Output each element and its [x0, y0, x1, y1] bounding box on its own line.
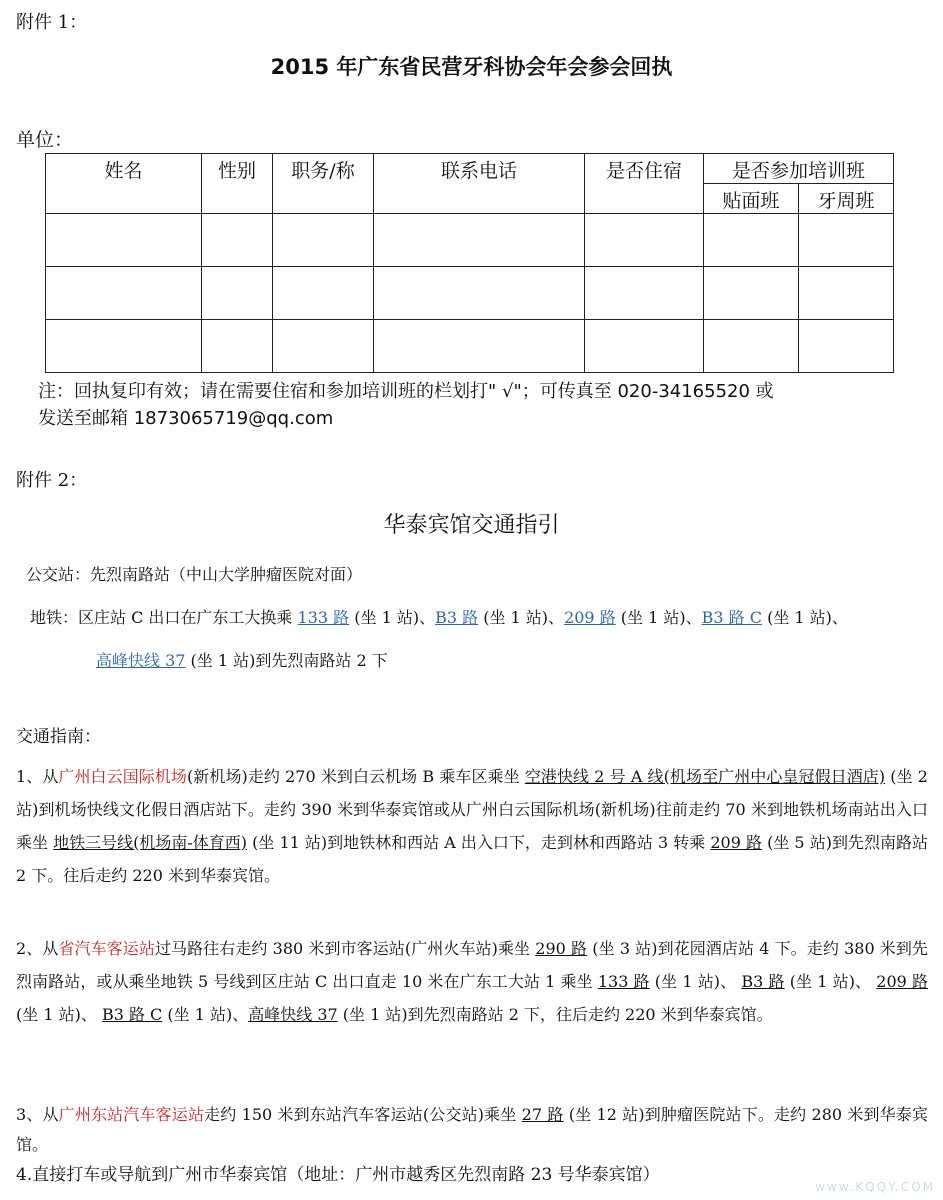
header-training: 是否参加培训班: [704, 154, 894, 184]
para-text: (坐 2 站)到机场快线文化假日酒店站下。走约 390 米到华泰宾馆或从广州白云国际机场(新机场)往前走约 70 米到地铁机场南站出入口乘坐: [16, 767, 928, 852]
para-text: (坐 12 站)到肿瘤医院站下。走约 280 米到华泰宾馆。: [16, 1105, 928, 1154]
bus-stop-line: 公交站：先烈南路站（中山大学肿瘤医院对面）: [26, 565, 363, 584]
header-gender: 性别: [202, 154, 273, 214]
cell-periodontal[interactable]: [799, 320, 894, 373]
header-name: 姓名: [46, 154, 202, 214]
receipt-title: 2015 年广东省民营牙科协会年会参会回执: [270, 55, 673, 79]
cell-periodontal[interactable]: [799, 267, 894, 320]
guide-paragraph-3: [16, 1100, 928, 1160]
route-209: 209 路: [876, 972, 928, 991]
cell-phone[interactable]: [374, 267, 585, 320]
para-text: 3、从: [16, 1105, 59, 1124]
cell-phone[interactable]: [374, 214, 585, 267]
cell-gender[interactable]: [202, 267, 273, 320]
cell-gender[interactable]: [202, 320, 273, 373]
table-row: [46, 214, 894, 267]
metro-text: (坐 1 站)、: [615, 608, 702, 627]
route-b3c: B3 路 C: [101, 1005, 163, 1024]
cell-title[interactable]: [273, 267, 374, 320]
metro-line-continued: [96, 648, 388, 671]
cell-name[interactable]: [46, 267, 202, 320]
place-east-station: 广州东站汽车客运站: [58, 1105, 205, 1124]
para-text: 走约 150 米到东站汽车客运站(公交站)乘坐: [204, 1105, 522, 1124]
metro-text: (坐 1 站)、: [478, 608, 565, 627]
para-text: (坐 3 站)到花园酒店站 4 下。走约 380 米到先烈南路站，或从乘坐地铁 5 号线到区庄站 C 出口直走 10 米在广东工大站 1 乘坐: [16, 939, 928, 991]
attachment1-label: 附件 1：: [16, 12, 88, 33]
table-row: [46, 320, 894, 373]
route-airport-express: 空港快线 2 号 A 线(机场至广州中心皇冠假日酒店): [524, 767, 886, 786]
header-lodging: 是否住宿: [585, 154, 704, 214]
header-phone: 联系电话: [374, 154, 585, 214]
para-text: 1、从: [16, 767, 59, 786]
para-text: (新机场)走约 270 米到白云机场 B 乘车区乘坐: [186, 767, 525, 786]
route-b3c-link[interactable]: B3 路 C: [701, 608, 762, 627]
para-text: (坐 1 站)、: [162, 1005, 249, 1024]
metro-text: (坐 1 站)、: [349, 608, 436, 627]
para-text: (坐 1 站)、: [649, 972, 742, 991]
route-209: 209 路: [710, 833, 762, 852]
cell-gender[interactable]: [202, 214, 273, 267]
route-290: 290 路: [535, 939, 588, 958]
cell-title[interactable]: [273, 320, 374, 373]
guide-paragraph-4: 4.直接打车或导航到广州市华泰宾馆（地址：广州市越秀区先烈南路 23 号华泰宾馆）: [16, 1165, 660, 1185]
cell-lodging[interactable]: [585, 267, 704, 320]
para-text: (坐 1 站)、: [784, 972, 877, 991]
note-line-1: 注：回执复印有效；请在需要住宿和参加培训班的栏划打" √"；可传真至 020-34165520 或: [38, 381, 774, 402]
cell-title[interactable]: [273, 214, 374, 267]
subheader-periodontal: 牙周班: [799, 184, 894, 214]
route-b3-link[interactable]: B3 路: [435, 608, 479, 627]
metro-line: [30, 605, 848, 628]
para-text: (坐 11 站)到地铁林和西站 A 出入口下，走到林和西路站 3 转乘: [247, 833, 711, 852]
note-line-2: 发送至邮箱 1873065719@qq.com: [38, 408, 334, 429]
metro-prefix: 地铁：区庄站 C 出口在广东工大换乘: [30, 608, 298, 627]
route-b3: B3 路: [741, 972, 785, 991]
para-text: 2、从: [16, 939, 59, 958]
registration-table: [45, 153, 894, 373]
cell-veneer[interactable]: [704, 320, 799, 373]
guide-paragraph-2: [16, 932, 928, 1031]
guide-section-label: 交通指南：: [16, 727, 101, 747]
place-baiyun-airport: 广州白云国际机场: [58, 767, 187, 786]
metro-text: (坐 1 站)、: [762, 608, 848, 627]
cell-name[interactable]: [46, 320, 202, 373]
para-text: (坐 5 站)到先烈南路站 2 下。往后走约 220 米到华泰宾馆。: [16, 833, 928, 885]
para-text: (坐 1 站)到先烈南路站 2 下，往后走约 220 米到华泰宾馆。: [337, 1005, 773, 1024]
watermark: www.KQQY.COM: [815, 1180, 935, 1194]
cell-veneer[interactable]: [704, 267, 799, 320]
guide-title: 华泰宾馆交通指引: [383, 513, 560, 538]
route-express37: 高峰快线 37: [248, 1005, 338, 1024]
subheader-veneer: 贴面班: [704, 184, 799, 214]
para-text: (坐 1 站)、: [16, 1005, 102, 1024]
para-text: 过马路往右走约 380 米到市客运站(广州火车站)乘坐: [154, 939, 536, 958]
attachment2-label: 附件 2：: [16, 470, 88, 491]
cell-lodging[interactable]: [585, 214, 704, 267]
route-133-link[interactable]: 133 路: [297, 608, 350, 627]
route-metro-line3: 地铁三号线(机场南-体育西): [53, 833, 248, 852]
cell-phone[interactable]: [374, 320, 585, 373]
table-row: [46, 267, 894, 320]
receipt-note: [38, 378, 774, 432]
cell-name[interactable]: [46, 214, 202, 267]
cell-periodontal[interactable]: [799, 214, 894, 267]
route-27: 27 路: [521, 1105, 564, 1124]
guide-paragraph-1: [16, 760, 928, 892]
route-133: 133 路: [597, 972, 650, 991]
unit-label: 单位：: [16, 129, 74, 151]
cell-veneer[interactable]: [704, 214, 799, 267]
header-title: 职务/称: [273, 154, 374, 214]
metro-text: (坐 1 站)到先烈南路站 2 下: [185, 651, 388, 670]
route-express37-link[interactable]: 高峰快线 37: [96, 651, 186, 670]
cell-lodging[interactable]: [585, 320, 704, 373]
route-209-link[interactable]: 209 路: [564, 608, 616, 627]
place-provincial-bus-station: 省汽车客运站: [58, 939, 155, 958]
